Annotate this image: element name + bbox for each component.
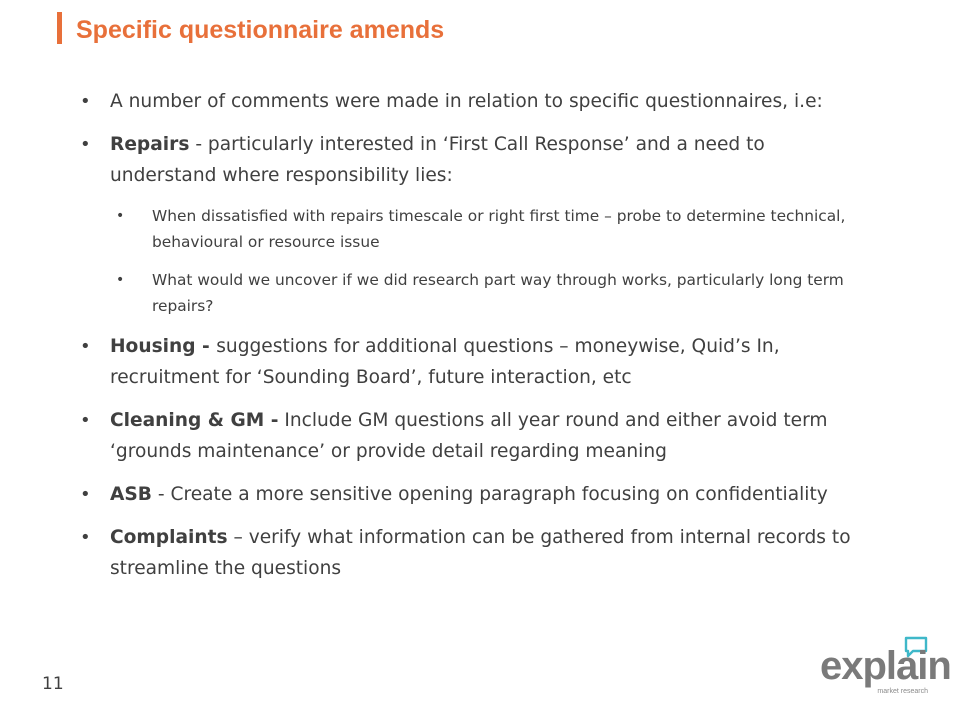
slide-title: Specific questionnaire amends [76,16,445,44]
bullet-dot-icon: • [80,336,91,357]
bullet-dot-icon: • [80,134,91,155]
bullet-dot-icon: • [80,484,91,505]
bullet-list [74,86,874,596]
bullet-dot-icon: • [80,410,91,431]
bullet-item-repairs: • Repairs - particularly interested in ‘First Call Response’ and a need to understand where responsibility lies: [74,129,874,191]
bullet-item-asb: • ASB - Create a more sensitive opening paragraph focusing on confidentiality [74,479,874,510]
bullet-dot-icon: • [116,272,125,288]
bullet-dot-icon: • [116,208,125,224]
sub-bullet-item: • What would we uncover if we did research part way through works, particularly long term repairs? [74,267,874,319]
bullet-dot-icon: • [80,527,91,548]
title-accent-bar [57,12,62,44]
explain-logo [820,636,951,700]
bullet-item-cleaning: • Cleaning & GM - Include GM questions all year round and either avoid term ‘grounds maintenance’ or provide detail regarding meaning [74,405,874,467]
logo-tagline: market research [877,688,928,695]
bullet-item-housing: • Housing - suggestions for additional questions – moneywise, Quid’s In, recruitment for ‘Sounding Board’, future interaction, etc [74,331,874,393]
bullet-item-complaints: • Complaints – verify what information can be gathered from internal records to streamline the questions [74,522,874,584]
page-number: 11 [42,674,64,694]
bullet-item: • A number of comments were made in relation to specific questionnaires, i.e: [74,86,874,117]
logo-wordmark: explain [820,644,951,688]
sub-bullet-item: • When dissatisfied with repairs timescale or right first time – probe to determine technical, behavioural or resource issue [74,203,874,255]
bullet-dot-icon: • [80,91,91,112]
